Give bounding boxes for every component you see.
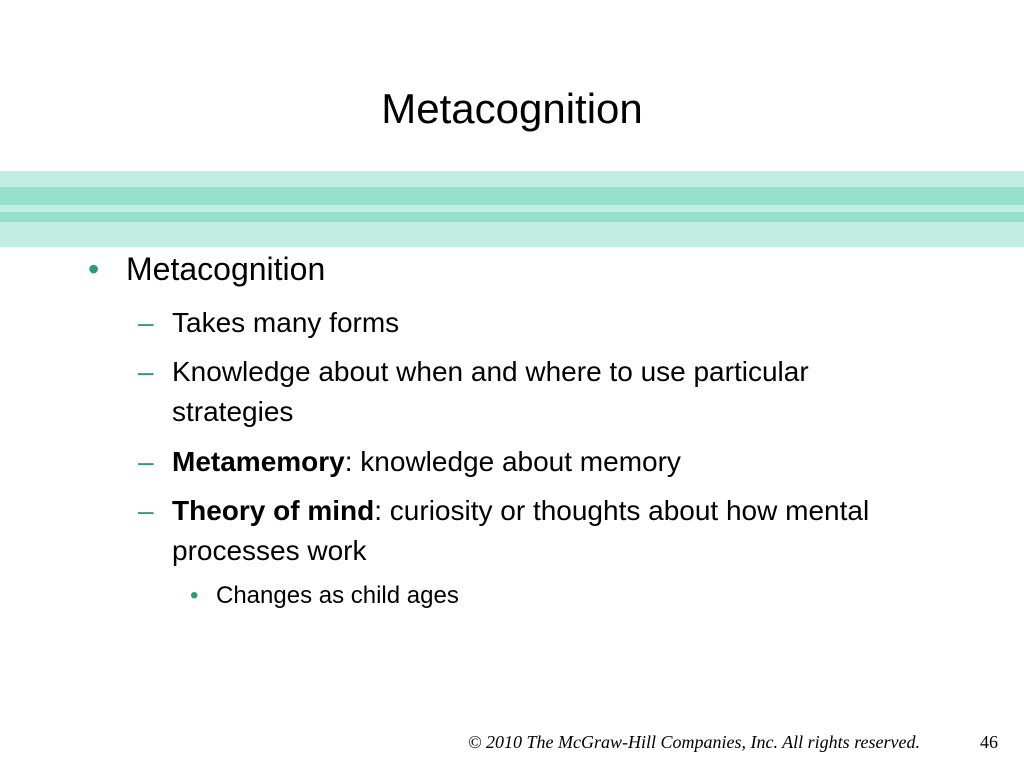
page-number: 46 (980, 732, 998, 752)
bullet-marker: • (88, 251, 100, 287)
copyright-footer: © 2010 The McGraw-Hill Companies, Inc. All rights reserved. (467, 732, 920, 752)
bold-term: Theory of mind (172, 495, 375, 526)
bullet-text: Takes many forms (172, 307, 400, 338)
bullet-text: Metacognition (126, 251, 326, 287)
bullet-text (172, 442, 938, 482)
bullet-marker: • (190, 582, 199, 609)
bullet-text: Changes as child ages (216, 582, 459, 609)
dash-marker: – (138, 356, 154, 387)
term-definition: : curiosity or thoughts about how mental processes work (172, 495, 870, 566)
term-definition: : knowledge about memory (344, 446, 681, 477)
bold-term: Metamemory (172, 446, 345, 477)
dash-marker: – (138, 446, 154, 477)
bullet-text: Knowledge about when and where to use particular strategies (172, 356, 809, 427)
slide-title: Metacognition (381, 85, 643, 132)
dash-marker: – (138, 495, 154, 526)
dash-marker: – (138, 307, 154, 338)
bullet-text (172, 491, 932, 571)
